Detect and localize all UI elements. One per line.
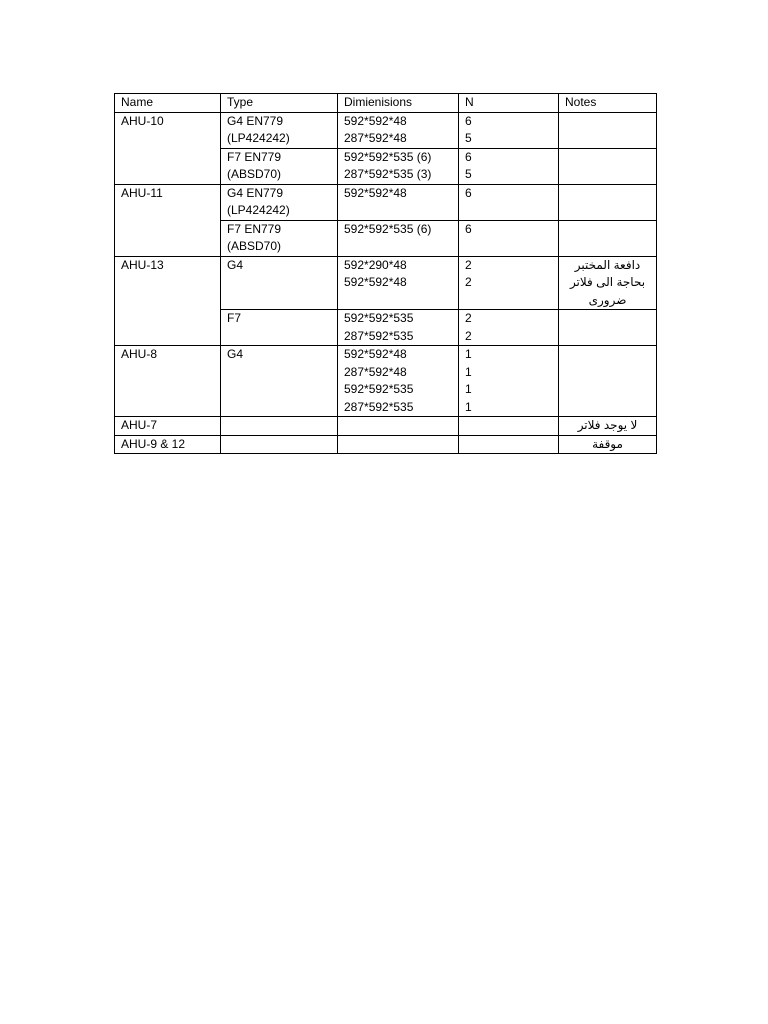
dimensions-cell	[338, 435, 459, 454]
n-cell	[459, 184, 559, 220]
table-row	[115, 112, 657, 148]
dimension-line: 592*592*535	[344, 382, 414, 396]
dimension-line: 287*592*535	[344, 328, 414, 343]
type-cell	[221, 148, 338, 184]
dimension-line: 592*592*535 (6)	[344, 221, 432, 236]
header-dimensions: Dimienisions	[338, 94, 459, 113]
dimension-line: 287*592*48	[344, 131, 407, 145]
dimension-line: 592*592*48	[344, 113, 407, 128]
table-row	[115, 184, 657, 220]
type-cell	[221, 435, 338, 454]
notes-cell: لا يوجد فلاتر	[559, 417, 657, 436]
notes-cell	[559, 112, 657, 148]
n-line: 6	[465, 113, 472, 128]
note-line: دافعة المختبر	[574, 257, 641, 272]
notes-cell	[559, 184, 657, 220]
header-row	[115, 94, 657, 113]
type-line: (ABSD70)	[227, 167, 282, 181]
n-cell	[459, 435, 559, 454]
table-row	[115, 417, 657, 436]
n-cell	[459, 346, 559, 417]
notes-cell	[559, 148, 657, 184]
n-line: 1	[465, 399, 472, 414]
n-cell	[459, 112, 559, 148]
header-notes: Notes	[559, 94, 657, 113]
dimension-line: 287*592*48	[344, 364, 407, 379]
type-line: G4	[227, 257, 244, 272]
n-line: 1	[465, 382, 472, 396]
dimensions-cell	[338, 184, 459, 220]
dimensions-cell	[338, 256, 459, 310]
dimension-line: 592*592*48	[344, 275, 407, 289]
ahu-name-cell: AHU-10	[115, 112, 221, 184]
note-line: بحاجة الى فلاتر	[569, 275, 646, 289]
type-line: G4	[227, 347, 244, 361]
n-line: 2	[465, 275, 472, 289]
type-cell	[221, 184, 338, 220]
ahu-name-cell: AHU-13	[115, 256, 221, 346]
n-line: 1	[465, 347, 472, 361]
n-line: 6	[465, 185, 472, 200]
dimension-line: 592*592*48	[344, 347, 407, 361]
type-cell	[221, 256, 338, 310]
n-line: 6	[465, 149, 472, 164]
type-cell	[221, 310, 338, 346]
n-line: 5	[465, 167, 472, 181]
n-line: 5	[465, 131, 472, 145]
n-cell	[459, 148, 559, 184]
n-cell	[459, 310, 559, 346]
filters-table	[114, 93, 657, 454]
ahu-name-cell: AHU-11	[115, 184, 221, 256]
type-line: (LP424242)	[227, 131, 290, 145]
type-cell	[221, 112, 338, 148]
type-line: F7 EN779	[227, 149, 282, 164]
dimensions-cell	[338, 417, 459, 436]
ahu-name-cell: AHU-9 & 12	[115, 435, 221, 454]
dimension-line: 287*592*535 (3)	[344, 167, 432, 181]
notes-cell	[559, 346, 657, 417]
type-cell	[221, 220, 338, 256]
notes-cell: موقفة	[559, 435, 657, 454]
notes-cell	[559, 220, 657, 256]
header-n: N	[459, 94, 559, 113]
dimensions-cell	[338, 310, 459, 346]
n-cell	[459, 256, 559, 310]
dimension-line: 592*592*48	[344, 185, 407, 200]
type-line: G4 EN779	[227, 113, 284, 128]
type-line: (LP424242)	[227, 203, 290, 217]
n-line: 2	[465, 257, 472, 272]
note-line: ضرورى	[588, 292, 627, 307]
n-cell	[459, 220, 559, 256]
header-name: Name	[115, 94, 221, 113]
dimensions-cell	[338, 220, 459, 256]
type-cell	[221, 346, 338, 417]
header-type: Type	[221, 94, 338, 113]
dimension-line: 592*592*535 (6)	[344, 149, 432, 164]
type-cell	[221, 417, 338, 436]
table-row	[115, 346, 657, 417]
table-row	[115, 256, 657, 310]
ahu-name-cell: AHU-7	[115, 417, 221, 436]
n-line: 6	[465, 221, 472, 236]
notes-cell	[559, 256, 657, 310]
table-row	[115, 435, 657, 454]
n-cell	[459, 417, 559, 436]
type-line: (ABSD70)	[227, 239, 282, 253]
dimension-line: 592*592*535	[344, 311, 414, 325]
dimensions-cell	[338, 346, 459, 417]
type-line: F7 EN779	[227, 221, 282, 236]
n-line: 2	[465, 328, 472, 343]
dimensions-cell	[338, 148, 459, 184]
dimension-line: 287*592*535	[344, 399, 414, 414]
n-line: 1	[465, 364, 472, 379]
type-line: G4 EN779	[227, 185, 284, 200]
notes-cell	[559, 310, 657, 346]
n-line: 2	[465, 311, 472, 325]
type-line: F7	[227, 311, 242, 325]
dimension-line: 592*290*48	[344, 257, 407, 272]
dimensions-cell	[338, 112, 459, 148]
ahu-name-cell: AHU-8	[115, 346, 221, 417]
